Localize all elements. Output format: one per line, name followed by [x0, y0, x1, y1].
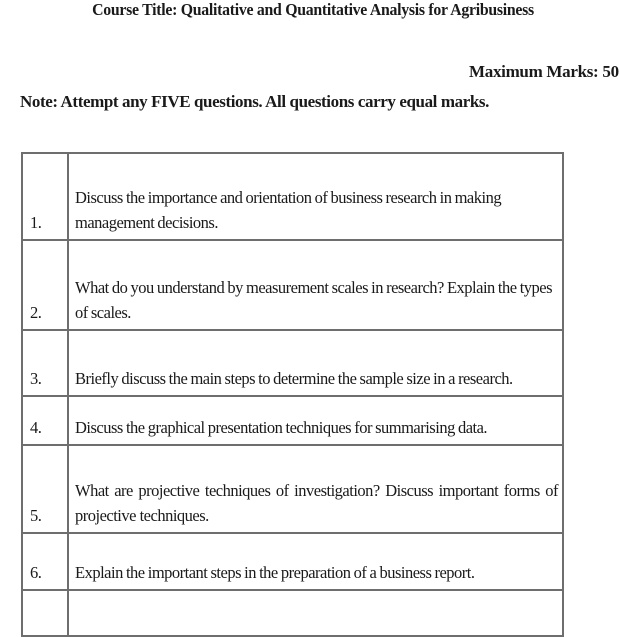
question-text: Discuss the graphical presentation techniques for summarising data.: [68, 396, 563, 445]
question-text: Explain the important steps in the preparation of a business report.: [68, 533, 563, 590]
question-number: 2.: [22, 240, 68, 330]
question-row: [22, 330, 563, 396]
question-text: What are projective techniques of investigation? Discuss important forms of projective techniques.: [68, 445, 563, 533]
question-row: [22, 533, 563, 590]
question-text: Discuss the importance and orientation of business research in making management decisions.: [68, 153, 563, 240]
course-title: Course Title: Qualitative and Quantitative Analysis for Agribusiness: [92, 0, 534, 19]
question-number: [22, 590, 68, 636]
question-text: What do you understand by measurement scales in research? Explain the types of scales.: [68, 240, 563, 330]
instructions-note: Note: Attempt any FIVE questions. All questions carry equal marks.: [20, 92, 489, 111]
question-number: 4.: [22, 396, 68, 445]
question-row: [22, 590, 563, 636]
question-number: 6.: [22, 533, 68, 590]
questions-table: [21, 152, 564, 637]
question-row: [22, 240, 563, 330]
question-text: Briefly discuss the main steps to determine the sample size in a research.: [68, 330, 563, 396]
question-number: 5.: [22, 445, 68, 533]
question-row: [22, 445, 563, 533]
question-row: [22, 153, 563, 240]
question-number: 1.: [22, 153, 68, 240]
question-text: [68, 590, 563, 636]
question-number: 3.: [22, 330, 68, 396]
question-row: [22, 396, 563, 445]
maximum-marks: Maximum Marks: 50: [469, 62, 619, 81]
